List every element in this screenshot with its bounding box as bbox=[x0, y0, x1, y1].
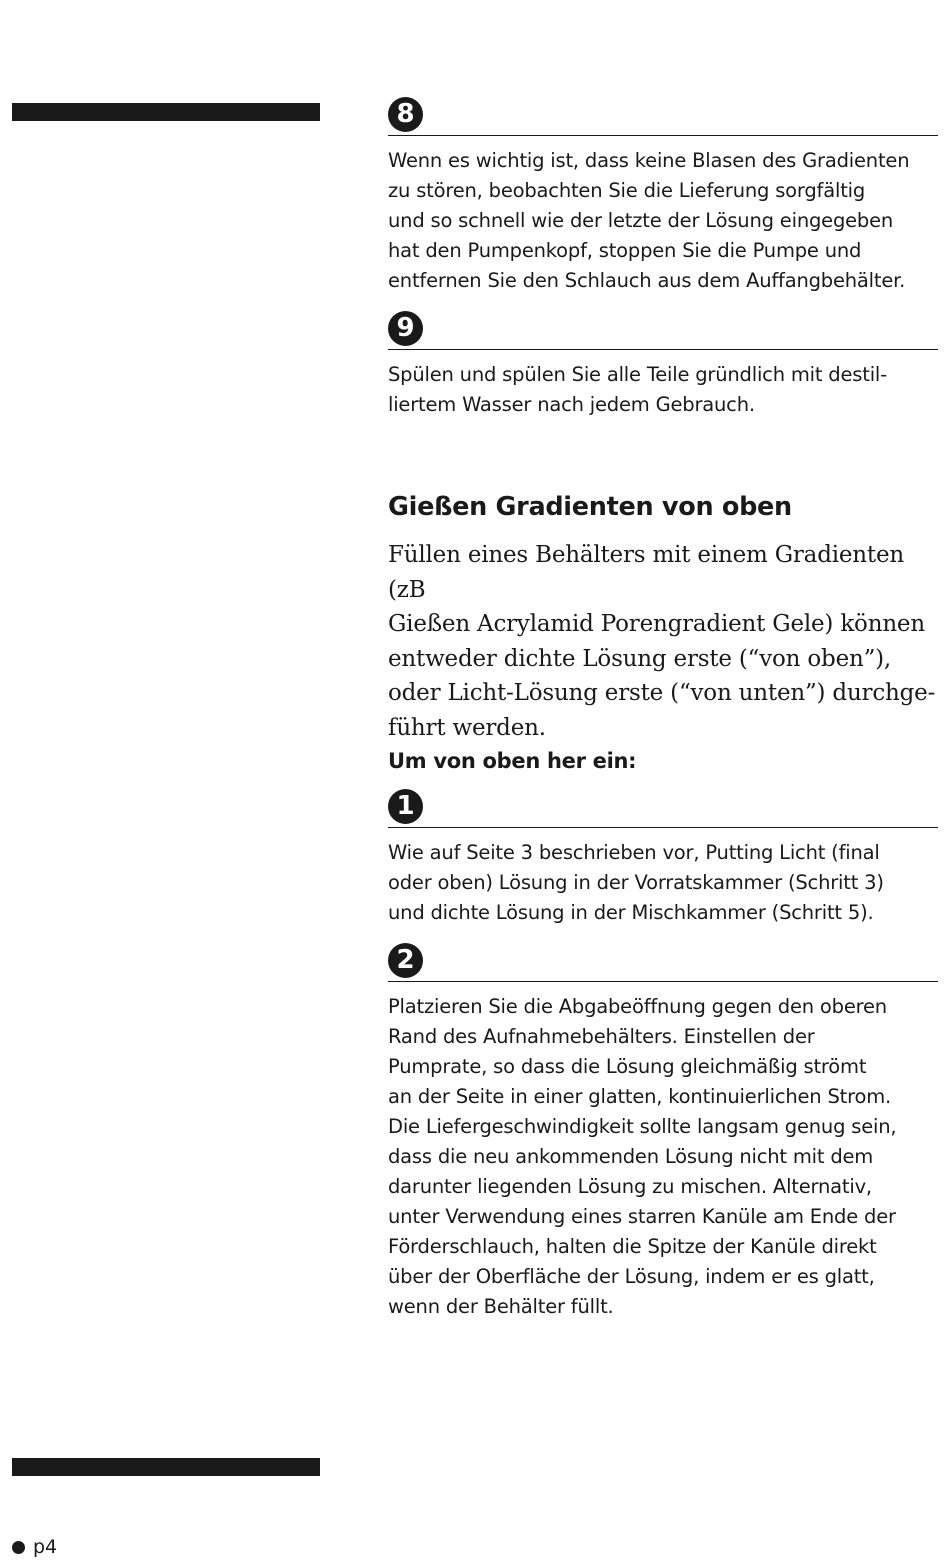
step-9-header bbox=[388, 311, 938, 350]
step-1-text: Wie auf Seite 3 beschrieben vor, Putting Licht (final oder oben) Lösung in der Vorratskammer (Schritt 3) und dichte Lösung in der Mischkammer (Schritt 5). bbox=[388, 841, 884, 924]
step-1 bbox=[388, 789, 938, 928]
step-8 bbox=[388, 97, 938, 296]
step-1-number-badge: 1 bbox=[388, 789, 423, 824]
procedure-subheading: Um von oben her ein: bbox=[388, 749, 637, 773]
bullet-dot-icon bbox=[12, 1541, 25, 1554]
bottom-decorative-bar bbox=[12, 1458, 320, 1476]
top-decorative-bar bbox=[12, 103, 320, 121]
step-9 bbox=[388, 311, 938, 420]
step-9-text: Spülen und spülen Sie alle Teile gründlich mit destil- liertem Wasser nach jedem Gebrauch. bbox=[388, 363, 887, 416]
step-2 bbox=[388, 943, 938, 1322]
step-2-number-badge: 2 bbox=[388, 943, 423, 978]
page-footer bbox=[12, 1536, 57, 1558]
step-1-header bbox=[388, 789, 938, 828]
section-intro: Füllen eines Behälters mit einem Gradienten (zB Gießen Acrylamid Porengradient Gele) können entweder dichte Lösung erste (“von oben”), oder Licht-Lösung erste (“von unten”) durchge- führt werden. bbox=[388, 542, 936, 741]
step-8-number-badge: 8 bbox=[388, 97, 423, 132]
step-8-header bbox=[388, 97, 938, 136]
step-2-header bbox=[388, 943, 938, 982]
step-8-text: Wenn es wichtig ist, dass keine Blasen des Gradienten zu stören, beobachten Sie die Lieferung sorgfältig und so schnell wie der letzte der Lösung eingegeben hat den Pumpenkopf, stoppen Sie die Pumpe und entfernen Sie den Schlauch aus dem Auffangbehälter. bbox=[388, 149, 910, 292]
step-9-number-badge: 9 bbox=[388, 311, 423, 346]
section-title: Gießen Gradienten von oben bbox=[388, 492, 792, 522]
page-number: p4 bbox=[33, 1536, 58, 1558]
step-2-text: Platzieren Sie die Abgabeöffnung gegen den oberen Rand des Aufnahmebehälters. Einstellen der Pumprate, so dass die Lösung gleichmäßig strömt an der Seite in einer glatten, kontinuierlichen Strom. Die Liefergeschwindigkeit sollte langsam genug sein, dass die neu ankommenden Lösung nicht mit dem darunter liegenden Lösung zu mischen. Alternativ, unter Verwendung eines starren Kanüle am Ende der Förderschlauch, halten die Spitze der Kanüle direkt über der Oberfläche der Lösung, indem er es glatt, wenn der Behälter füllt. bbox=[388, 995, 897, 1318]
